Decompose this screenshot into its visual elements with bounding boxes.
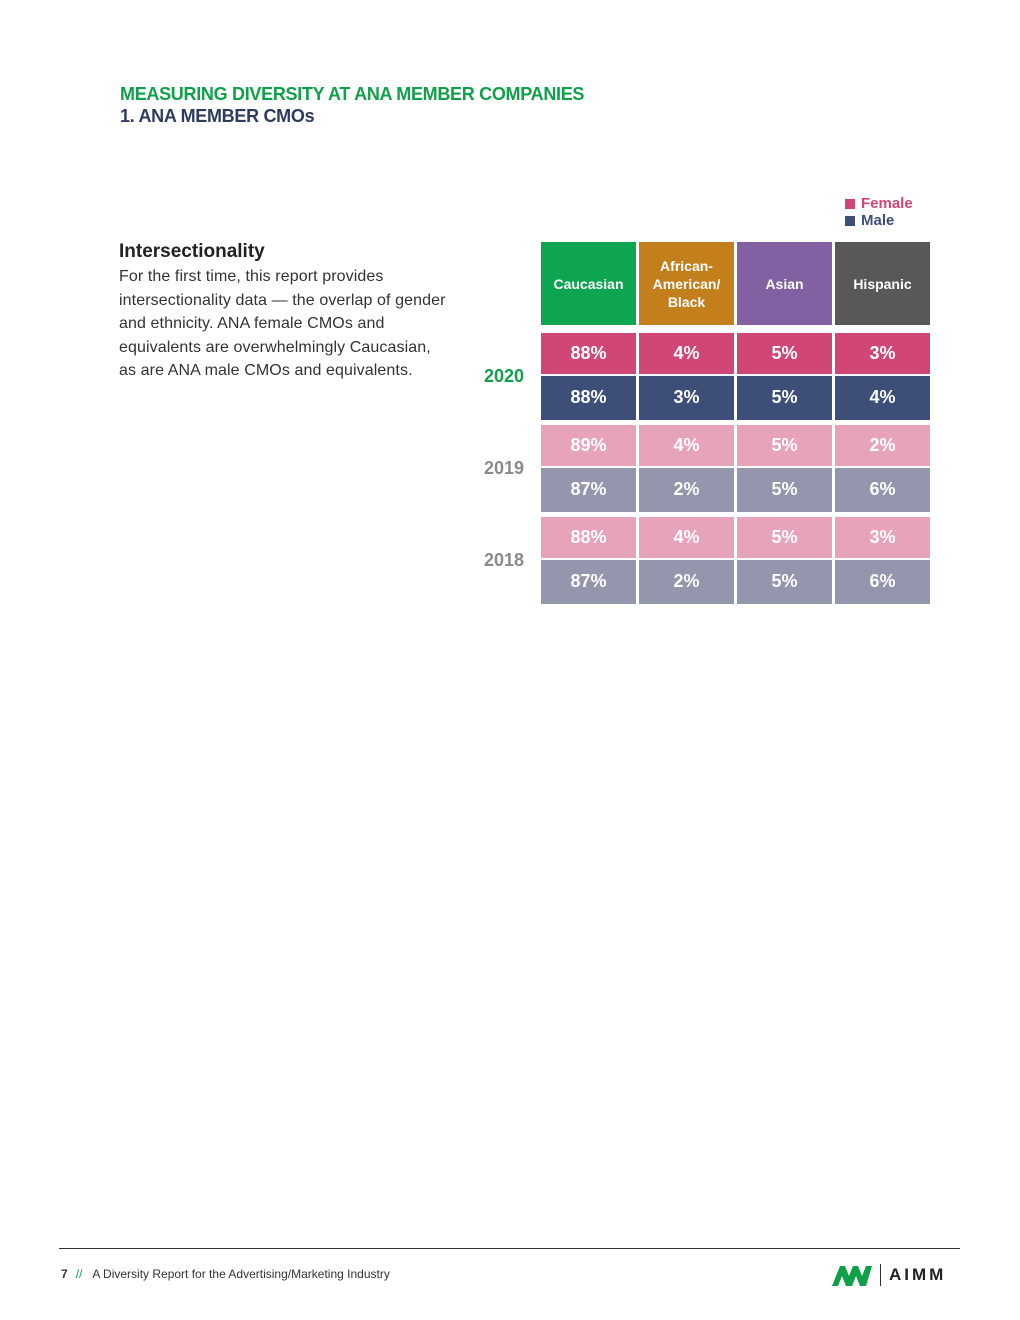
value-2020-male-0: 88% [541, 376, 636, 420]
value-2020-female-1: 4% [639, 333, 734, 374]
value-2020-female-3: 3% [835, 333, 930, 374]
column-header-asian: Asian [737, 242, 832, 325]
legend-item-female [845, 195, 913, 212]
value-2019-male-0: 87% [541, 468, 636, 512]
value-2018-female-3: 3% [835, 517, 930, 558]
footer [61, 1267, 390, 1281]
year-label-2020: 2020 [484, 366, 525, 386]
aimm-logo-text: AIMM [889, 1265, 947, 1284]
page-number: 7 [61, 1267, 68, 1281]
intro-body: For the first time, this report provides intersectionality data — the overlap of gender and ethnicity. ANA female CMOs and equivalents are overwhelmingly Caucasian, as are ANA male CMOs and equivalents. [119, 268, 446, 379]
value-2020-female-2: 5% [737, 333, 832, 374]
year-label-2019: 2019 [484, 458, 525, 478]
logo-divider [880, 1264, 881, 1286]
column-header-caucasian: Caucasian [541, 242, 636, 325]
section-title: MEASURING DIVERSITY AT ANA MEMBER COMPANIES [120, 84, 585, 104]
legend-label-female: Female [861, 195, 913, 212]
value-2020-male-1: 3% [639, 376, 734, 420]
intro-heading: Intersectionality [119, 241, 265, 262]
value-2019-male-1: 2% [639, 468, 734, 512]
chart-legend [845, 195, 913, 229]
legend-label-male: Male [861, 212, 895, 229]
value-2020-male-2: 5% [737, 376, 832, 420]
legend-swatch-male [845, 216, 855, 226]
column-header-hispanic: Hispanic [835, 242, 930, 325]
value-2018-male-2: 5% [737, 560, 832, 604]
value-2019-female-1: 4% [639, 425, 734, 466]
value-2018-female-0: 88% [541, 517, 636, 558]
value-2018-male-1: 2% [639, 560, 734, 604]
footer-divider [59, 1248, 960, 1249]
ana-aimm-logo [832, 1262, 957, 1288]
value-2018-male-3: 6% [835, 560, 930, 604]
footer-separator: // [75, 1267, 83, 1281]
value-2020-male-3: 4% [835, 376, 930, 420]
value-2019-female-3: 2% [835, 425, 930, 466]
footer-title: A Diversity Report for the Advertising/Marketing Industry [92, 1267, 390, 1281]
value-2018-male-0: 87% [541, 560, 636, 604]
value-2019-male-3: 6% [835, 468, 930, 512]
value-2020-female-0: 88% [541, 333, 636, 374]
column-header-african-american-black: African-American/ Black [639, 242, 734, 325]
ana-logo-icon [832, 1262, 874, 1288]
section-subtitle: 1. ANA MEMBER CMOs [120, 106, 315, 126]
legend-swatch-female [845, 199, 855, 209]
intro-block [119, 240, 449, 383]
value-2019-female-2: 5% [737, 425, 832, 466]
value-2018-female-1: 4% [639, 517, 734, 558]
value-2019-female-0: 89% [541, 425, 636, 466]
legend-item-male [845, 212, 913, 229]
year-label-2018: 2018 [484, 550, 525, 570]
value-2018-female-2: 5% [737, 517, 832, 558]
value-2019-male-2: 5% [737, 468, 832, 512]
page-header [120, 84, 584, 128]
